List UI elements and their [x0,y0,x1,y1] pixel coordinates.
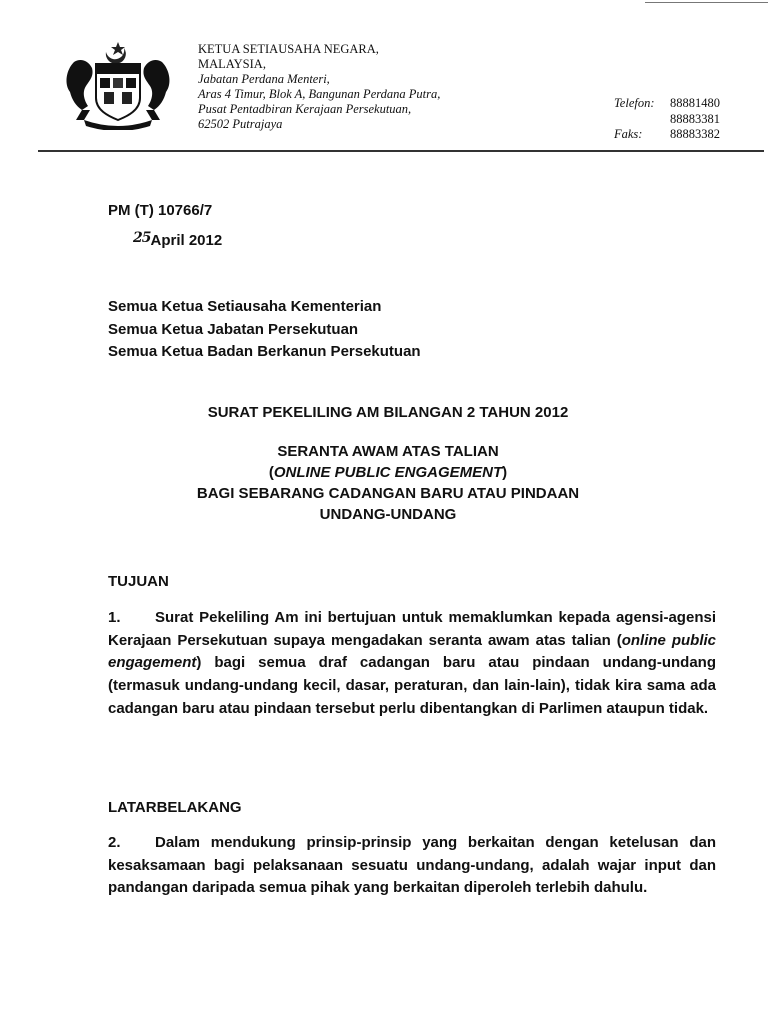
subject-line1: SERANTA AWAM ATAS TALIAN [277,443,499,460]
top-edge-line [645,2,768,3]
faks-label: Faks: [614,127,643,141]
header-divider [38,150,764,152]
letter-date [133,232,222,249]
contact-numbers [614,96,764,143]
org-name-line1: KETUA SETIAUSAHA NEGARA, [198,42,379,56]
italic-term: online public engagement [108,631,717,672]
section-heading-latarbelakang: LATARBELAKANG [108,799,242,816]
sender-address-block [198,42,598,132]
org-name-line2: MALAYSIA, [198,57,266,71]
date-month-year: April 2012 [150,232,223,249]
paragraph-number: 2. [108,834,121,851]
recipient-line: Semua Ketua Badan Berkanun Persekutuan [108,343,421,360]
recipient-line: Semua Ketua Setiausaha Kementerian [108,298,382,315]
subject-line4: UNDANG-UNDANG [319,506,457,523]
paragraph-1: 1. Surat Pekeliling Am ini bertujuan untuk memaklumkan kepada agensi-agensi Kerajaan Persekutuan supaya mengadakan seranta awam atas talian (online public engagement) bagi semua draf cadangan baru atau pindaan undang-undang (termasuk undang-undang kecil, dasar, peraturan, dan lain-lain), tidak kira sama ada cadangan baru atau pindaan tersebut perlu dibentangkan di Parlimen ataupun tidak. [108,609,717,717]
recipients-block [108,296,421,364]
subject-block [108,441,668,525]
address-line: Aras 4 Timur, Blok A, Bangunan Perdana Putra, [198,87,441,101]
recipient-line: Semua Ketua Jabatan Persekutuan [108,320,359,338]
coat-of-arms-emblem [62,40,174,130]
subject-line3: BAGI SEBARANG CADANGAN BARU ATAU PINDAAN [196,485,580,502]
address-line: Pusat Pentadbiran Kerajaan Persekutuan, [198,102,412,116]
subject-line2: (ONLINE PUBLIC ENGAGEMENT) [268,464,508,481]
handwritten-day: 25 [133,230,151,246]
section-heading-tujuan: TUJUAN [108,573,169,590]
paragraph-number: 1. [108,609,121,626]
address-line: Jabatan Perdana Menteri, [198,72,330,86]
telefon-label: Telefon: [614,96,655,110]
subject-italic-term: ONLINE PUBLIC ENGAGEMENT [273,464,503,481]
faks-number: 88883382 [670,127,720,141]
paragraph-2: 2. Dalam mendukung prinsip-prinsip yang berkaitan dengan ketelusan dan kesaksamaan bagi pelaksanaan sesuatu undang-undang, adalah wajar input dan pandangan daripada semua pihak yang berkaitan diperoleh terlebih dahulu. [108,834,716,897]
circular-title: SURAT PEKELILING AM BILANGAN 2 TAHUN 2012 [207,404,569,421]
telefon-number-1: 88881480 [670,96,720,110]
telefon-number-2: 88883381 [670,111,720,126]
address-line: 62502 Putrajaya [198,117,283,131]
reference-number: PM (T) 10766/7 [108,202,213,219]
